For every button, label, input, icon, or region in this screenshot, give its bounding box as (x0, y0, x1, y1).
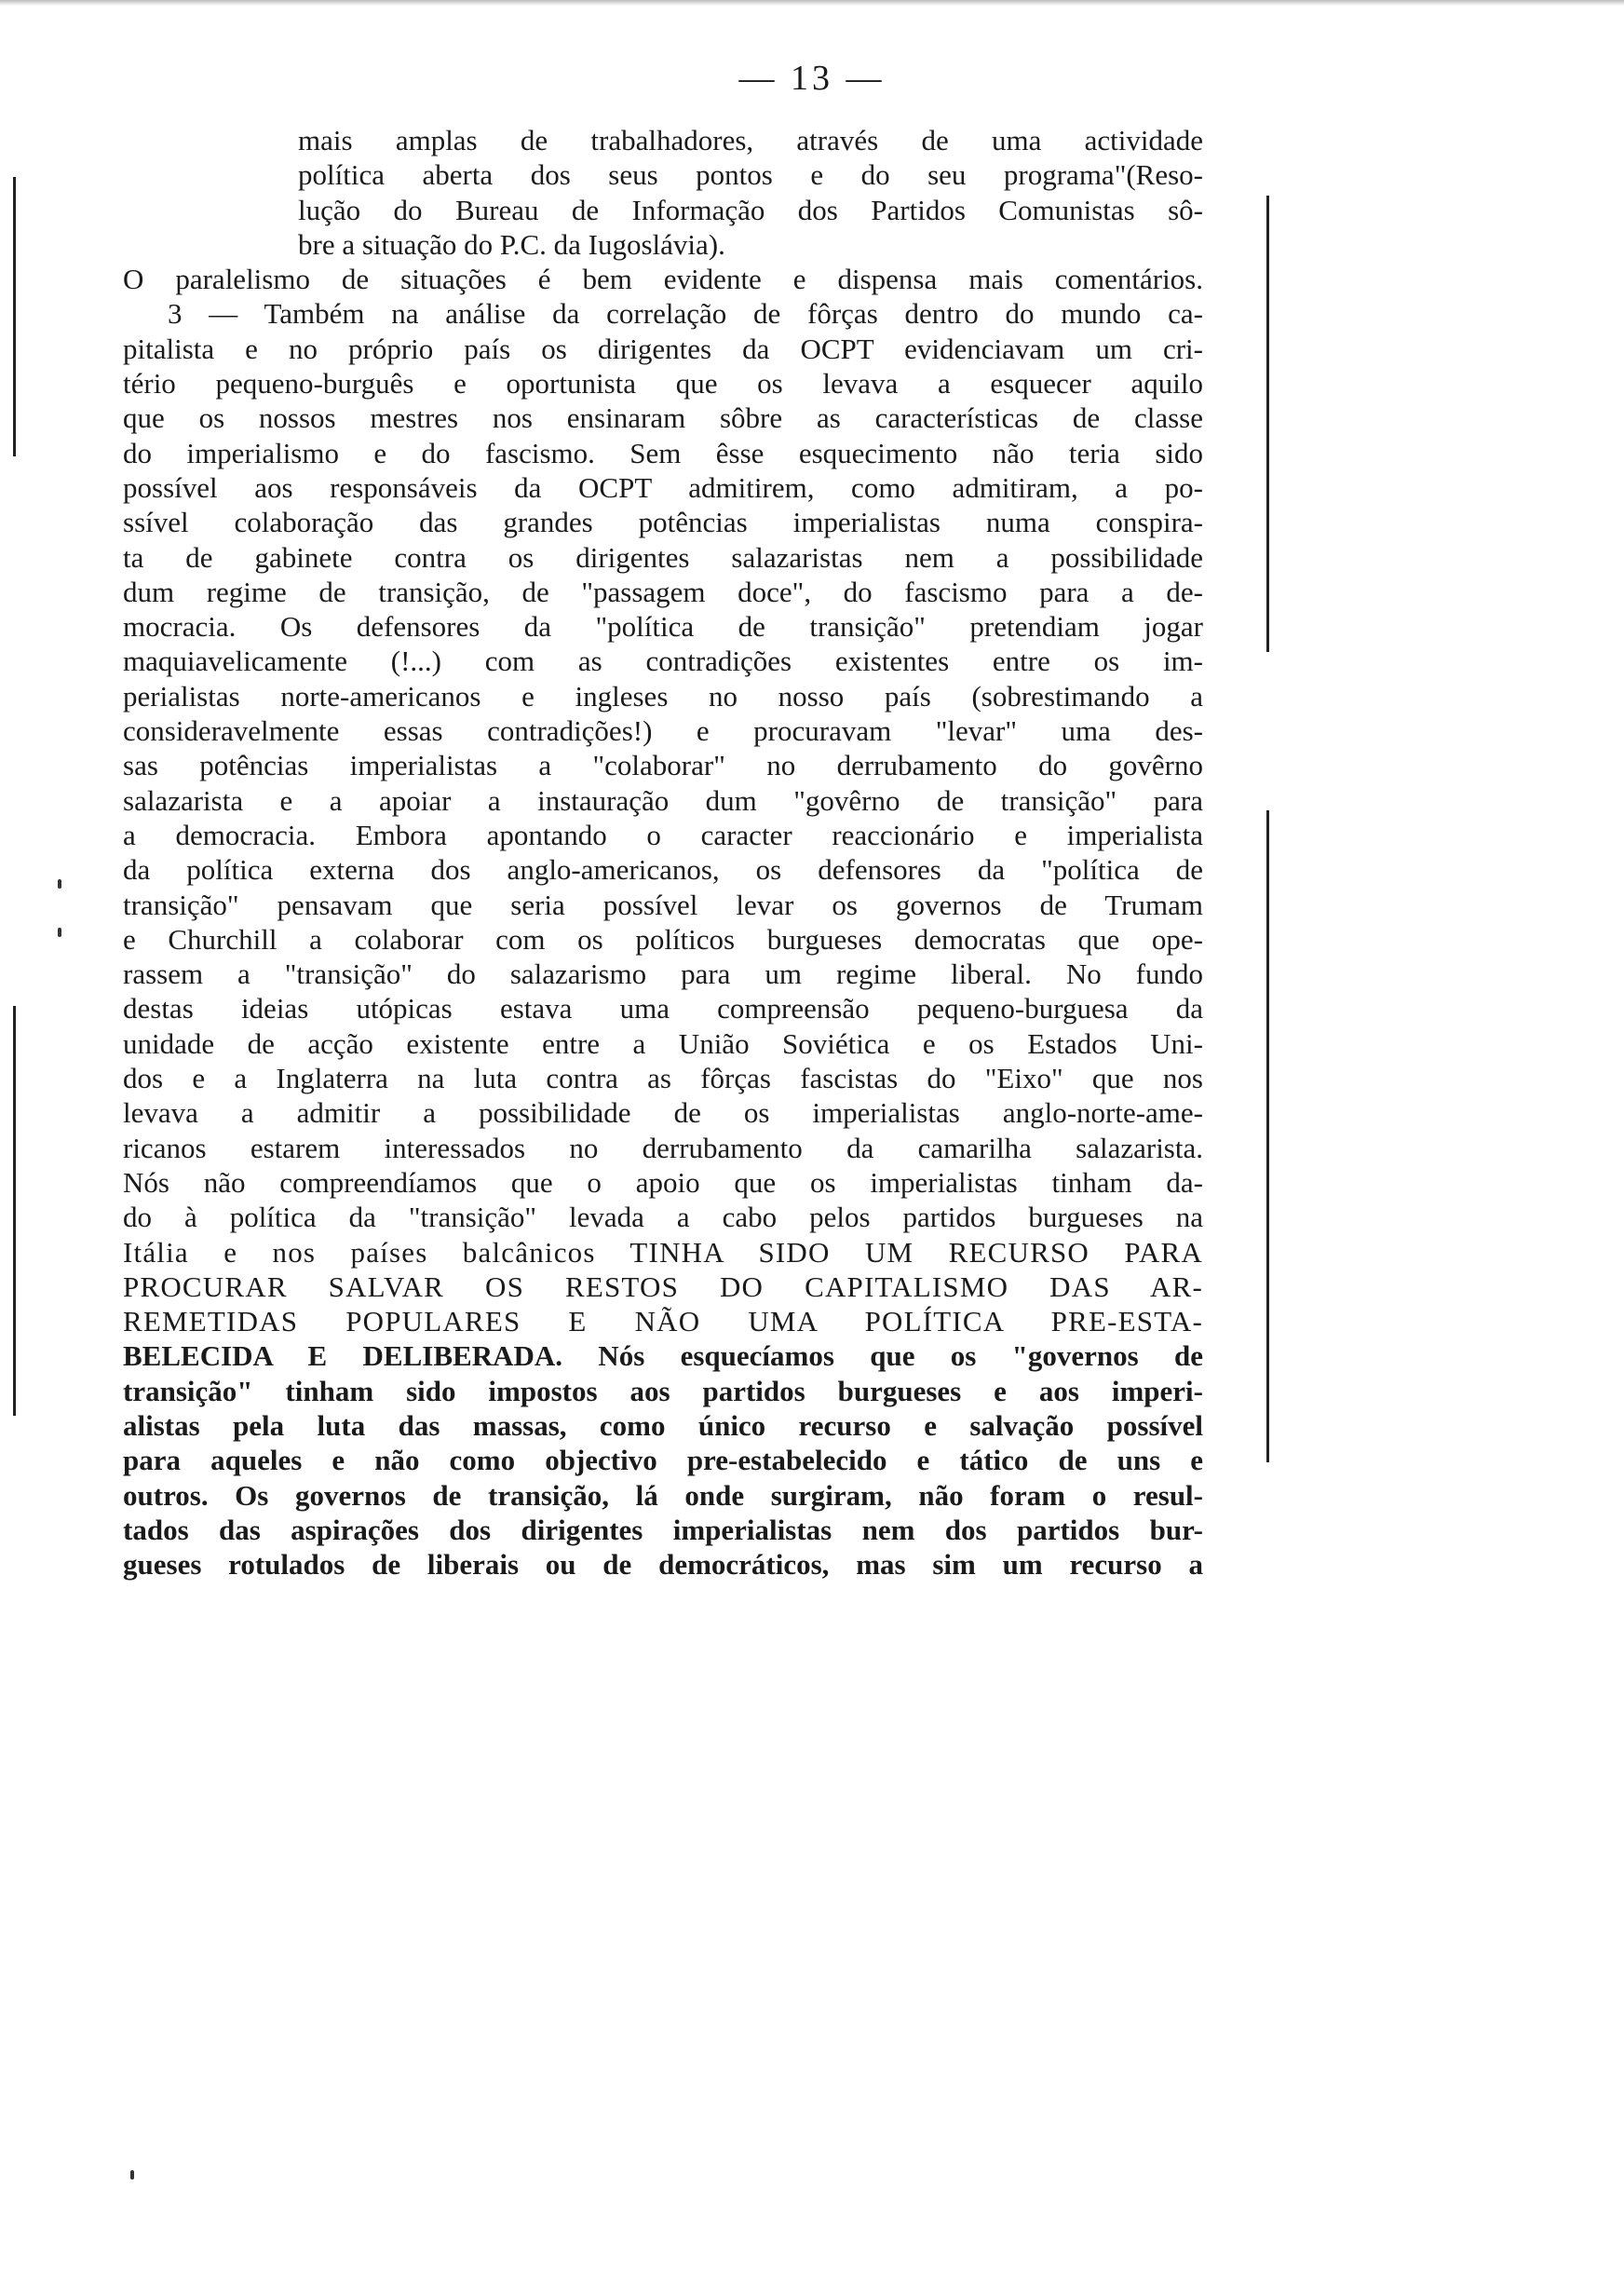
text-line: que os nossos mestres nos ensinaram sôbre as características de classe (123, 401, 1203, 435)
text-line: Nós não compreendíamos que o apoio que os imperialistas tinham da- (123, 1165, 1203, 1199)
right-margin-rule-top (1266, 196, 1269, 652)
text-line: tério pequeno-burguês e oportunista que os levava a esquecer aquilo (123, 367, 1203, 401)
text-line: ricanos estarem interessados no derrubamento da camarilha salazarista. (123, 1131, 1203, 1164)
text-line: transição" tinham sido impostos aos partidos burgueses e aos imperi- (123, 1374, 1203, 1407)
text-line: gueses rotulados de liberais ou de democráticos, mas sim um recurso a (123, 1548, 1203, 1582)
left-margin-rule-bottom (13, 1006, 16, 1416)
text-line: do à política da "transição" levada a cabo pelos partidos burgueses na (123, 1201, 1203, 1234)
text-line: sas potências imperialistas a "colaborar" no derrubamento do govêrno (123, 749, 1203, 782)
text-line: lução do Bureau de Informação dos Partidos Comunistas sô- (298, 193, 1203, 226)
margin-dot-1 (58, 879, 61, 889)
text-line: destas ideias utópicas estava uma compreensão pequeno-burguesa da (123, 992, 1203, 1025)
text-line: unidade de acção existente entre a União Soviética e os Estados Uni- (123, 1026, 1203, 1060)
text-line: REMETIDAS POPULARES E NÃO UMA POLÍTICA PRE-ESTA- (123, 1305, 1203, 1338)
text-line: do imperialismo e do fascismo. Sem êsse esquecimento não teria sido (123, 436, 1203, 469)
text-line: tados das aspirações dos dirigentes imperialistas nem dos partidos bur- (123, 1513, 1203, 1546)
text-line: e Churchill a colaborar com os políticos burgueses democratas que ope- (123, 922, 1203, 956)
text-line: salazarista e a apoiar a instauração dum "govêrno de transição" para (123, 783, 1203, 817)
text-line: mocracia. Os defensores da "política de transição" pretendiam jogar (123, 610, 1203, 644)
quote-paragraph (123, 123, 1203, 262)
text-line: 3 — Também na análise da correlação de fôrças dentro do mundo ca- (168, 297, 1203, 331)
text-line: alistas pela luta das massas, como único recurso e salvação possível (123, 1408, 1203, 1442)
text-line: BELECIDA E DELIBERADA. Nós esquecíamos que os "governos de (123, 1339, 1203, 1373)
text-line: para aqueles e não como objectivo pre-estabelecido e tático de uns e (123, 1444, 1203, 1477)
scan-top-edge (0, 0, 1624, 6)
page-number: — 13 — (738, 59, 886, 98)
text-line: perialistas norte-americanos e ingleses no nosso país (sobrestimando a (123, 679, 1203, 713)
text-line: PROCURAR SALVAR OS RESTOS DO CAPITALISMO DAS AR- (123, 1270, 1203, 1303)
text-line: levava a admitir a possibilidade de os imperialistas anglo-norte-ame- (123, 1096, 1203, 1130)
text-line: dos e a Inglaterra na luta contra as fôrças fascistas do "Eixo" que nos (123, 1062, 1203, 1095)
text-line: da política externa dos anglo-americanos, os defensores da "política de (123, 853, 1203, 887)
text-line: mais amplas de trabalhadores, através de uma actividade (298, 124, 1203, 156)
text-line: bre a situação do P.C. da Iugoslávia). (298, 227, 725, 261)
text-line: Itália e nos países balcânicos TINHA SIDO UM RECURSO PARA (123, 1235, 1203, 1269)
right-margin-rule-bottom (1266, 810, 1269, 1462)
left-margin-rule-top (13, 177, 16, 456)
text-line: ta de gabinete contra os dirigentes salazaristas nem a possibilidade (123, 540, 1203, 574)
text-line: transição" pensavam que seria possível levar os governos de Trumam (123, 888, 1203, 921)
text-line: O paralelismo de situações é bem evidente e dispensa mais comentários. (123, 263, 1203, 296)
margin-dot-3 (130, 2170, 134, 2180)
point-3-paragraph (123, 296, 1203, 1582)
text-line: maquiavelicamente (!...) com as contradições existentes entre os im- (123, 645, 1203, 678)
document-body (123, 123, 1203, 1582)
text-line: consideravelmente essas contradições!) e procuravam "levar" uma des- (123, 714, 1203, 748)
text-line: outros. Os governos de transição, lá onde surgiram, não foram o resul- (123, 1478, 1203, 1512)
text-line: pitalista e no próprio país os dirigentes da OCPT evidenciavam um cri- (123, 332, 1203, 365)
text-line: política aberta dos seus pontos e do seu programa"(Reso- (298, 158, 1203, 192)
text-line: a democracia. Embora apontando o caracter reaccionário e imperialista (123, 818, 1203, 851)
margin-dot-2 (58, 928, 61, 937)
text-line: dum regime de transição, de "passagem doce", do fascismo para a de- (123, 575, 1203, 608)
comment-paragraph (123, 262, 1203, 296)
text-line: possível aos responsáveis da OCPT admitirem, como admitiram, a po- (123, 470, 1203, 504)
text-line: rassem a "transição" do salazarismo para um regime liberal. No fundo (123, 957, 1203, 991)
text-line: ssível colaboração das grandes potências imperialistas numa conspira- (123, 506, 1203, 539)
